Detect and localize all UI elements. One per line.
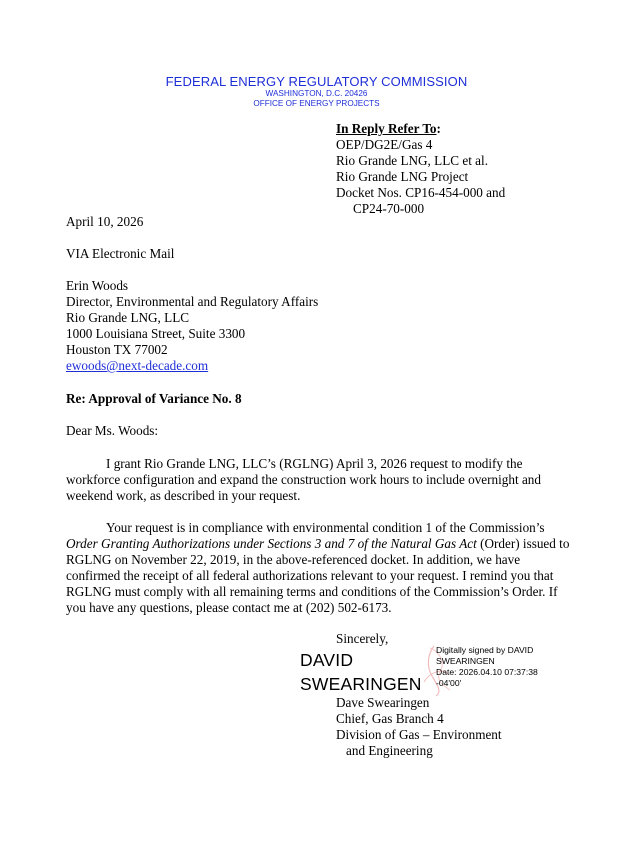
recipient-address [66, 278, 318, 374]
signatory-division-cont: and Engineering [346, 743, 433, 758]
signatory-title: Chief, Gas Branch 4 [336, 711, 444, 726]
delivery-method: VIA Electronic Mail [66, 246, 175, 261]
reply-reference-line: CP24-70-000 [353, 201, 425, 216]
signature-name-line-1: DAVID [300, 650, 354, 670]
recipient-name: Erin Woods [66, 278, 129, 293]
closing-sincerely: Sincerely, [336, 631, 389, 646]
signatory-block [336, 695, 502, 759]
letter-date: April 10, 2026 [66, 214, 144, 229]
subject-line: Re: Approval of Variance No. 8 [66, 391, 242, 406]
recipient-company: Rio Grande LNG, LLC [66, 310, 190, 325]
body-paragraph-2 [66, 520, 572, 616]
paragraph-2-text: Your request is in compliance with environmental condition 1 of the Commission’s [106, 520, 545, 535]
agency-city: WASHINGTON, D.C. 20426 [265, 89, 368, 98]
reply-reference-line: Rio Grande LNG Project [336, 169, 469, 184]
signatory-name: Dave Swearingen [336, 695, 430, 710]
recipient-email-link[interactable]: ewoods@next-decade.com [66, 358, 209, 373]
signature-detail-line: Digitally signed by DAVID [436, 645, 534, 655]
reply-reference-line: OEP/DG2E/Gas 4 [336, 137, 433, 152]
reply-reference-lead: In Reply Refer To [336, 121, 437, 136]
salutation: Dear Ms. Woods: [66, 423, 159, 438]
signature-name-line-2: SWEARINGEN [300, 674, 422, 694]
agency-office: OFFICE OF ENERGY PROJECTS [253, 99, 380, 108]
reply-reference-block [336, 121, 505, 217]
signature-detail-line: Date: 2026.04.10 07:37:38 [436, 667, 538, 677]
reply-reference-line: Docket Nos. CP16-454-000 and [336, 185, 506, 200]
recipient-city: Houston TX 77002 [66, 342, 168, 357]
paragraph-2-text: (Order) issued to RGLNG on November 22, 2019, in the above-referenced docket. In addition, we have confirmed the receipt of all federal authorizations relevant to your request. I remind you that RGLNG must comply with all remaining terms and conditions of the Commission’s Order. If you have any questions, please contact me at (202) 502-6173. [66, 536, 570, 615]
order-title-italic: Order Granting Authorizations under Sections 3 and 7 of the Natural Gas Act [66, 536, 477, 551]
recipient-street: 1000 Louisiana Street, Suite 3300 [66, 326, 246, 341]
agency-name: FEDERAL ENERGY REGULATORY COMMISSION [165, 74, 468, 89]
recipient-title: Director, Environmental and Regulatory Affairs [66, 294, 319, 309]
signatory-division: Division of Gas – Environment [336, 727, 502, 742]
reply-reference-colon: : [436, 121, 441, 136]
reply-reference-line: Rio Grande LNG, LLC et al. [336, 153, 488, 168]
digital-signature-details [436, 645, 538, 689]
body-paragraph-1: I grant Rio Grande LNG, LLC’s (RGLNG) April 3, 2026 request to modify the workforce configuration and expand the construction work hours to include overnight and weekend work, as described in your request. [66, 456, 541, 503]
signature-detail-line: SWEARINGEN [436, 656, 495, 666]
signature-detail-line: -04'00' [436, 678, 462, 688]
